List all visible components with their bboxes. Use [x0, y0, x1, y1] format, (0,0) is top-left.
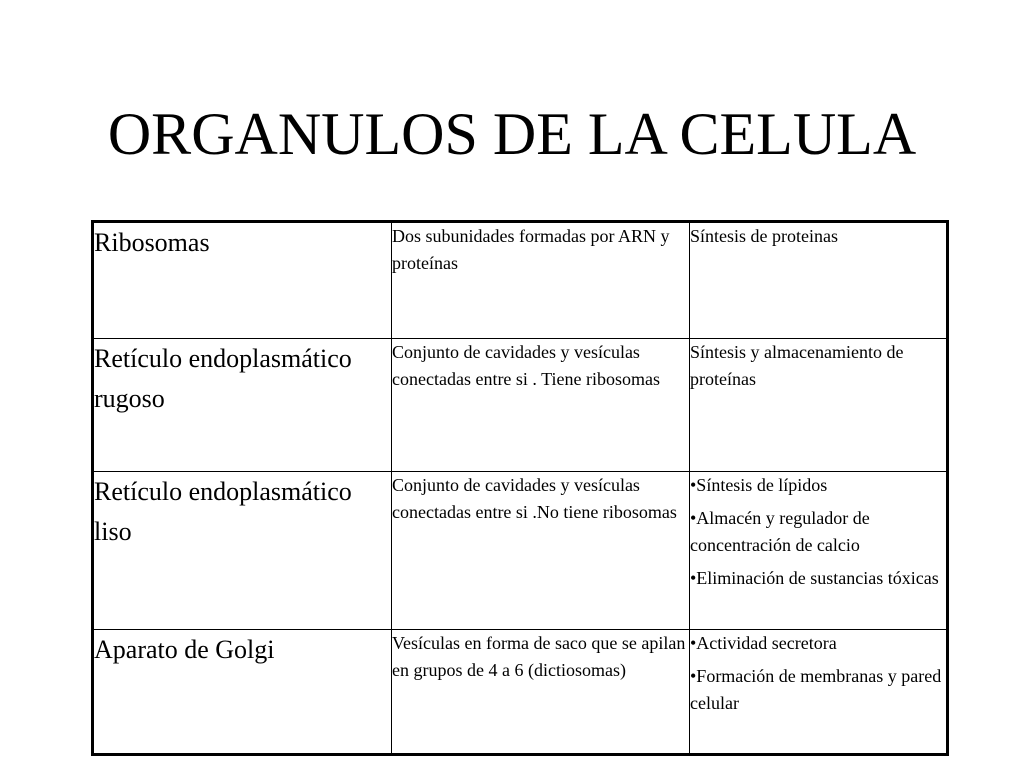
organelle-function-cell [690, 472, 948, 630]
organelle-description: Dos subunidades formadas por ARN y proteínas [392, 226, 670, 273]
organelle-name-cell [93, 339, 392, 472]
organelle-description-cell [392, 630, 690, 755]
slide-title: ORGANULOS DE LA CELULA [107, 101, 917, 167]
function-item: •Formación de membranas y pared celular [690, 666, 942, 713]
organelle-name: Retículo endoplasmático liso [94, 477, 352, 546]
function-item: •Almacén y regulador de concentración de calcio [690, 508, 870, 555]
organelle-description-cell [392, 222, 690, 339]
organelle-description-cell [392, 472, 690, 630]
function-item: •Eliminación de sustancias tóxicas [690, 568, 939, 588]
organelle-name-cell [93, 630, 392, 755]
organelle-function-cell [690, 630, 948, 755]
organelle-name: Ribosomas [94, 228, 210, 257]
organelle-name-cell [93, 222, 392, 339]
function-item: •Síntesis de lípidos [690, 475, 828, 495]
organelle-name: Aparato de Golgi [94, 635, 275, 664]
function-item: Síntesis y almacenamiento de proteínas [690, 342, 904, 389]
organelle-function-cell [690, 339, 948, 472]
table-row [93, 339, 948, 472]
function-item: •Actividad secretora [690, 633, 837, 653]
organelle-table [91, 220, 949, 756]
table-row [93, 222, 948, 339]
organelle-description: Conjunto de cavidades y vesículas conectadas entre si . Tiene ribosomas [392, 342, 660, 389]
organelle-function-cell [690, 222, 948, 339]
organelle-name-cell [93, 472, 392, 630]
organelle-description: Conjunto de cavidades y vesículas conectadas entre si .No tiene ribosomas [392, 475, 677, 522]
table-row [93, 630, 948, 755]
table-row [93, 472, 948, 630]
function-item: Síntesis de proteinas [690, 226, 838, 246]
organelle-description: Vesículas en forma de saco que se apilan en grupos de 4 a 6 (dictiosomas) [392, 633, 686, 680]
organelle-name: Retículo endoplasmático rugoso [94, 344, 352, 413]
organelle-description-cell [392, 339, 690, 472]
